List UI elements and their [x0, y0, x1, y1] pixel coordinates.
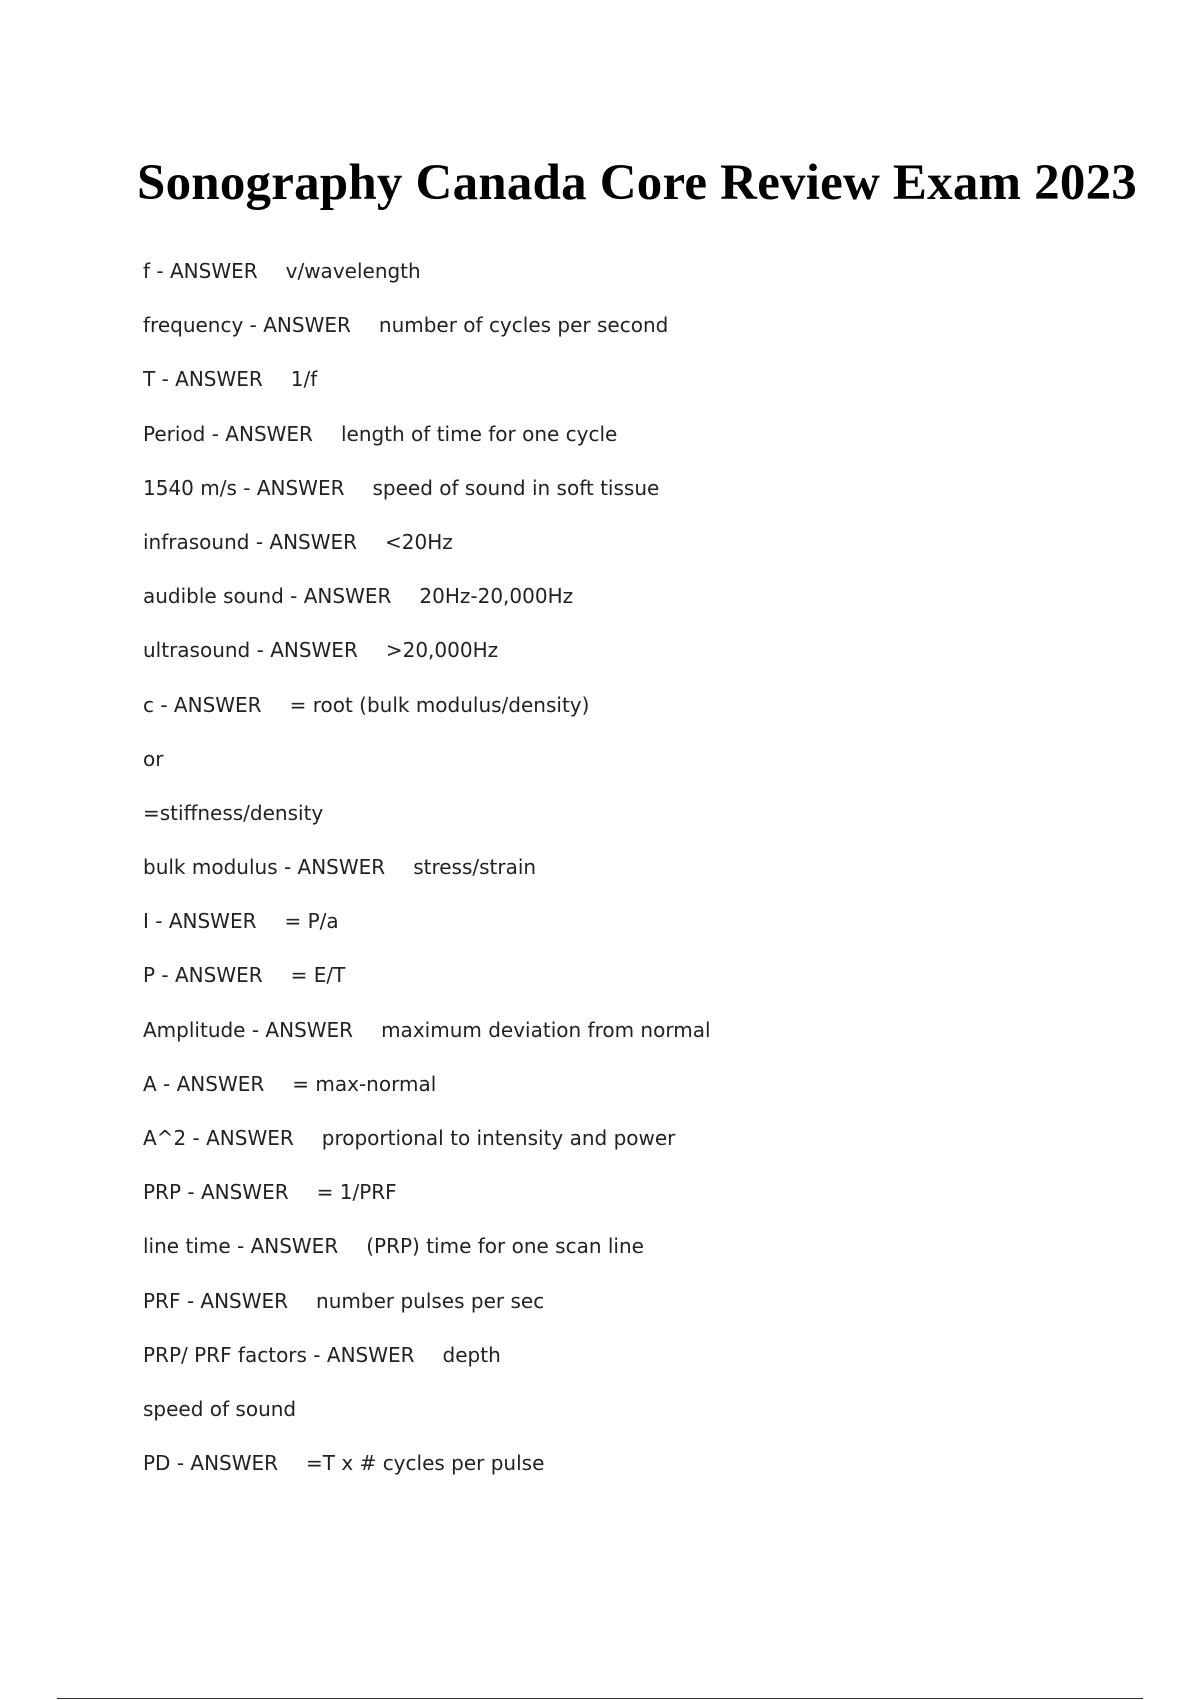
flashcard-entry — [143, 960, 711, 1014]
term-text: T — [143, 367, 156, 392]
answer-text: (PRP) time for one scan line — [366, 1234, 644, 1259]
answer-text: = max-normal — [292, 1071, 437, 1096]
answer-text: proportional to intensity and power — [321, 1126, 676, 1150]
flashcard-entry — [143, 798, 711, 852]
answer-text: = E/T — [290, 963, 346, 988]
answer-text: speed of sound in soft tissue — [372, 475, 660, 500]
answer-text: >20,000Hz — [385, 638, 499, 663]
term-text: bulk modulus — [143, 855, 278, 880]
answer-marker: - ANSWER — [277, 855, 386, 880]
answer-text: number of cycles per second — [378, 313, 669, 338]
term-text: 1540 m/s — [143, 475, 237, 500]
term-text: A^2 — [143, 1126, 187, 1150]
flashcard-entry — [143, 1286, 711, 1340]
answer-marker: - ANSWER — [156, 1071, 265, 1096]
answer-text: number pulses per sec — [316, 1288, 545, 1313]
term-text: line time — [143, 1234, 231, 1259]
answer-marker: - ANSWER — [148, 909, 257, 934]
flashcard-entry — [143, 310, 711, 364]
answer-text: 1/f — [290, 367, 318, 392]
term-text: audible sound — [143, 584, 284, 609]
term-text: A — [143, 1071, 157, 1096]
answer-text: = P/a — [284, 909, 339, 934]
answer-marker: - ANSWER — [155, 963, 263, 988]
flashcard-list — [143, 256, 711, 1502]
flashcard-entry — [143, 852, 711, 906]
flashcard-entry — [143, 1448, 711, 1502]
flashcard-entry — [143, 1340, 711, 1394]
flashcard-entry — [143, 581, 711, 635]
flashcard-entry — [143, 419, 711, 473]
term-text: PRF — [143, 1288, 181, 1313]
answer-marker: - ANSWER — [283, 584, 392, 609]
flashcard-entry — [143, 690, 711, 744]
answer-continuation: or — [143, 746, 164, 771]
term-text: P — [143, 963, 156, 988]
answer-text: depth — [442, 1342, 501, 1367]
flashcard-entry — [143, 1177, 711, 1231]
answer-text: =T x # cycles per pulse — [306, 1451, 545, 1476]
term-text: ultrasound — [143, 638, 251, 663]
answer-marker: - ANSWER — [181, 1180, 289, 1205]
answer-marker: - ANSWER — [250, 638, 358, 663]
answer-continuation: speed of sound — [143, 1396, 297, 1421]
flashcard-entry — [143, 1069, 711, 1123]
flashcard-entry — [143, 1231, 711, 1285]
answer-text: 20Hz-20,000Hz — [419, 584, 574, 609]
answer-marker: - ANSWER — [245, 1017, 354, 1042]
term-text: PD — [143, 1451, 171, 1476]
flashcard-entry — [143, 364, 711, 418]
answer-marker: - ANSWER — [154, 692, 262, 717]
flashcard-entry — [143, 1015, 711, 1069]
term-text: c — [143, 692, 154, 717]
answer-marker: - ANSWER — [243, 313, 351, 338]
answer-text: maximum deviation from normal — [381, 1017, 711, 1042]
term-text: frequency — [143, 313, 244, 338]
answer-marker: - ANSWER — [186, 1126, 294, 1150]
answer-marker: - ANSWER — [230, 1234, 339, 1259]
flashcard-entry — [143, 256, 711, 310]
document-title: Sonography Canada Core Review Exam 2023 — [137, 155, 1137, 211]
term-text: Period — [143, 421, 206, 446]
answer-text: stress/strain — [413, 855, 537, 880]
answer-text: <20Hz — [385, 529, 453, 554]
term-text: I — [143, 909, 149, 934]
term-text: infrasound — [143, 529, 250, 554]
answer-marker: - ANSWER — [249, 529, 358, 554]
footer-divider — [57, 1698, 1143, 1699]
flashcard-entry — [143, 744, 711, 798]
flashcard-entry — [143, 1394, 711, 1448]
answer-marker: - ANSWER — [205, 421, 313, 446]
flashcard-entry — [143, 906, 711, 960]
answer-marker: - ANSWER — [236, 475, 345, 500]
flashcard-entry — [143, 635, 711, 689]
answer-text: v/wavelength — [285, 259, 421, 283]
flashcard-entry — [143, 1123, 711, 1177]
answer-continuation: =stiffness/density — [143, 800, 324, 825]
term-text: Amplitude — [143, 1017, 246, 1042]
answer-marker: - ANSWER — [306, 1342, 415, 1367]
flashcard-entry — [143, 527, 711, 581]
answer-text: = 1/PRF — [316, 1180, 397, 1205]
answer-text: = root (bulk modulus/density) — [289, 692, 590, 717]
term-text: PRP — [143, 1180, 182, 1205]
flashcard-entry — [143, 473, 711, 527]
answer-text: length of time for one cycle — [340, 421, 618, 446]
answer-marker: - ANSWER — [180, 1288, 289, 1313]
term-text: f — [143, 259, 151, 283]
term-text: PRP/ PRF factors — [143, 1342, 307, 1367]
answer-marker: - ANSWER — [150, 259, 258, 283]
answer-marker: - ANSWER — [170, 1451, 279, 1476]
answer-marker: - ANSWER — [155, 367, 263, 392]
